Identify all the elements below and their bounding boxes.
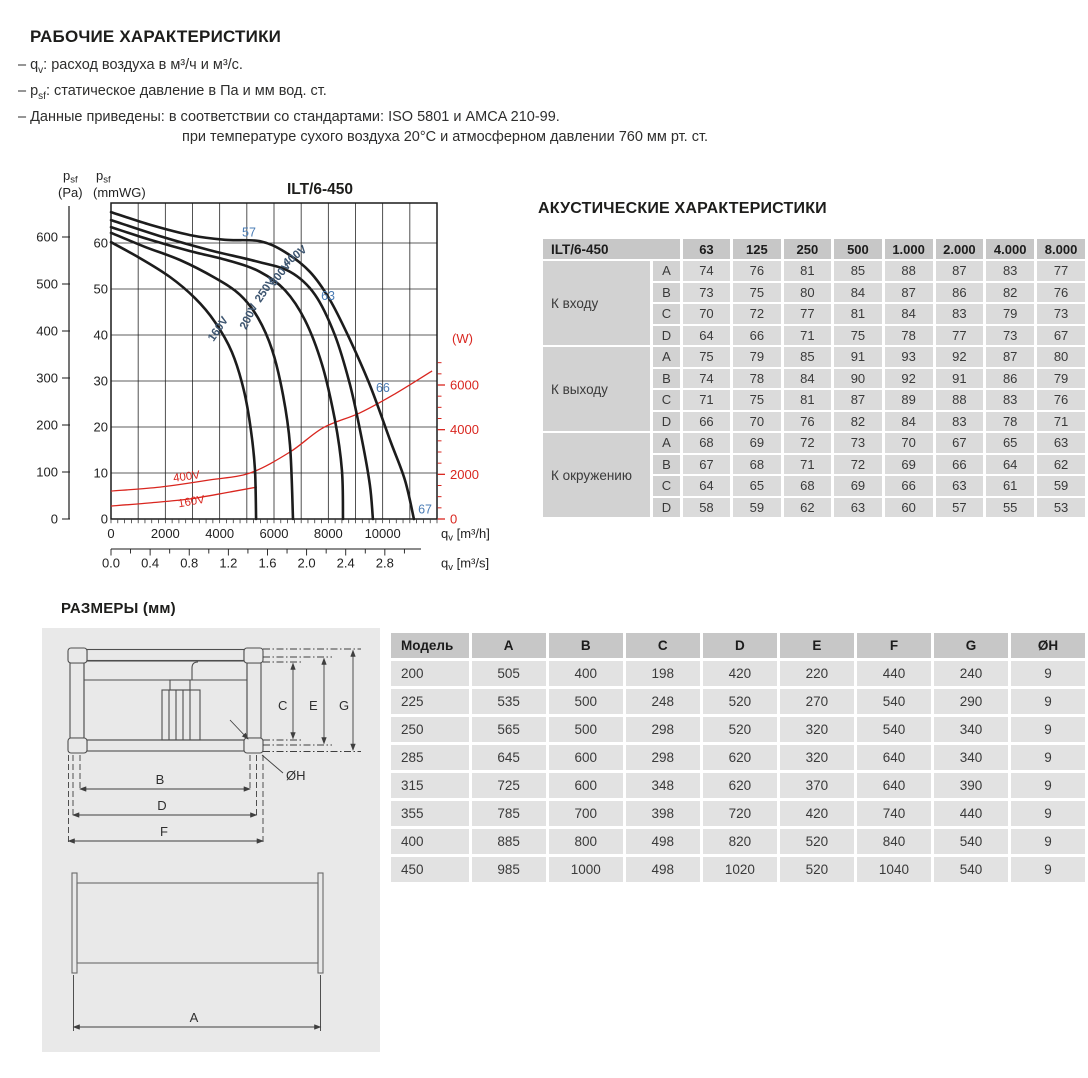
acoustic-value: 69 — [834, 476, 882, 496]
acoustic-value: 73 — [986, 326, 1034, 346]
acoustic-value: 67 — [683, 455, 730, 475]
acoustic-value: 77 — [936, 326, 984, 346]
performance-notes — [18, 55, 778, 147]
chart-title: ILT/6-450 — [286, 181, 354, 198]
x-tick-label: 2000 — [150, 526, 180, 541]
spectrum-letter: A — [653, 433, 680, 453]
frequency-header: 125 — [733, 239, 781, 259]
dim-label-c: C — [278, 698, 288, 713]
db-marker: 63 — [321, 289, 336, 304]
spectrum-letter: B — [653, 369, 680, 389]
x2-tick-label: 1.2 — [219, 555, 238, 571]
acoustic-value: 63 — [1037, 433, 1085, 453]
dimension-value: 520 — [780, 829, 854, 854]
acoustic-value: 78 — [733, 369, 781, 389]
acoustic-value: 82 — [834, 412, 882, 432]
spectrum-letter: C — [653, 304, 680, 324]
performance-chart — [0, 155, 520, 585]
dimension-value: 885 — [472, 829, 546, 854]
acoustic-value: 75 — [733, 390, 781, 410]
x2-tick-label: 2.8 — [375, 555, 394, 571]
acoustic-value: 71 — [784, 455, 832, 475]
spectrum-letter: B — [653, 283, 680, 303]
acoustic-value: 86 — [986, 369, 1034, 389]
dimension-row — [391, 773, 1085, 798]
acoustic-value: 88 — [936, 390, 984, 410]
acoustic-value: 86 — [936, 283, 984, 303]
pa-tick-label: 100 — [36, 464, 58, 480]
dimension-value: 1000 — [549, 857, 623, 882]
dimension-value: 440 — [934, 801, 1008, 826]
acoustic-value: 73 — [834, 433, 882, 453]
dimension-row — [391, 857, 1085, 882]
dimension-row — [391, 829, 1085, 854]
acoustic-value: 89 — [885, 390, 933, 410]
model-cell: 200 — [391, 661, 469, 686]
dimension-value: 248 — [626, 689, 700, 714]
mmwg-tick-label: 50 — [93, 281, 108, 297]
acoustic-model-header: ILT/6-450 — [543, 239, 680, 259]
model-cell: 355 — [391, 801, 469, 826]
pa-tick-label: 600 — [36, 229, 58, 245]
acoustic-value: 66 — [885, 476, 933, 496]
acoustic-value: 92 — [885, 369, 933, 389]
mmwg-tick-label: 60 — [93, 235, 108, 251]
dimension-value: 740 — [857, 801, 931, 826]
model-cell: 225 — [391, 689, 469, 714]
acoustic-value: 53 — [1037, 498, 1085, 518]
frequency-header: 4.000 — [986, 239, 1034, 259]
x2-tick-label: 0.4 — [141, 555, 160, 571]
acoustic-row — [543, 261, 1085, 281]
x2-tick-label: 0.0 — [101, 555, 121, 571]
voltage-curve-label: 250V — [253, 275, 278, 305]
acoustic-value: 65 — [986, 433, 1034, 453]
pa-tick-label: 500 — [36, 276, 58, 292]
pa-tick-label: 0 — [50, 511, 58, 527]
db-marker: 66 — [375, 380, 390, 395]
acoustic-value: 67 — [936, 433, 984, 453]
performance-chart-svg — [0, 155, 520, 585]
acoustic-value: 71 — [1037, 412, 1085, 432]
acoustic-group-label: К выходу — [543, 347, 650, 431]
dimension-header: E — [780, 633, 854, 658]
dim-label-a: А — [189, 1010, 199, 1025]
axis-title: qv [m³/h] — [441, 526, 490, 544]
mmwg-tick-label: 30 — [93, 373, 108, 389]
acoustic-value: 85 — [784, 347, 832, 367]
dimension-value: 298 — [626, 717, 700, 742]
dimension-header: F — [857, 633, 931, 658]
x-tick-label: 4000 — [205, 526, 235, 541]
dimension-value: 400 — [549, 661, 623, 686]
acoustic-value: 88 — [885, 261, 933, 281]
model-cell: 450 — [391, 857, 469, 882]
dimension-lines — [69, 649, 362, 842]
dimension-value: 398 — [626, 801, 700, 826]
dimension-value: 600 — [549, 745, 623, 770]
frequency-header: 500 — [834, 239, 882, 259]
acoustic-value: 79 — [1037, 369, 1085, 389]
dimension-value: 500 — [549, 717, 623, 742]
dimension-value: 9 — [1011, 717, 1085, 742]
w-tick-label: 6000 — [450, 377, 479, 393]
dimension-value: 320 — [780, 745, 854, 770]
acoustic-value: 63 — [834, 498, 882, 518]
fan-frame-front-view — [68, 648, 263, 753]
acoustic-value: 87 — [936, 261, 984, 281]
acoustic-value: 57 — [936, 498, 984, 518]
acoustic-value: 70 — [733, 412, 781, 432]
dimension-row — [391, 717, 1085, 742]
acoustic-value: 80 — [1037, 347, 1085, 367]
dim-label-g: G — [339, 698, 350, 713]
dimension-value: 340 — [934, 717, 1008, 742]
voltage-curve-label: 160V — [206, 314, 231, 344]
spectrum-letter: D — [653, 498, 680, 518]
spectrum-letter: A — [653, 347, 680, 367]
x-tick-label: 6000 — [259, 526, 289, 541]
power-curve-label: 400V — [172, 469, 201, 485]
axis-title: psf — [63, 168, 78, 186]
acoustic-value: 87 — [885, 283, 933, 303]
dimension-value: 290 — [934, 689, 1008, 714]
acoustic-value: 55 — [986, 498, 1034, 518]
dimension-row — [391, 745, 1085, 770]
acoustic-value: 91 — [834, 347, 882, 367]
pa-tick-label: 400 — [36, 323, 58, 339]
model-cell: 315 — [391, 773, 469, 798]
acoustic-value: 69 — [885, 455, 933, 475]
dimension-value: 370 — [780, 773, 854, 798]
note-line: – $q_v$: расход воздуха в м³/ч и м³/с. — [18, 57, 243, 76]
dimension-value: 820 — [703, 829, 777, 854]
x2-tick-label: 2.0 — [297, 555, 316, 571]
acoustic-value: 59 — [733, 498, 781, 518]
dimension-header: A — [472, 633, 546, 658]
acoustic-value: 83 — [936, 304, 984, 324]
acoustic-value: 62 — [1037, 455, 1085, 475]
model-cell: 250 — [391, 717, 469, 742]
acoustic-value: 77 — [1037, 261, 1085, 281]
acoustic-value: 64 — [683, 326, 730, 346]
dimension-value: 9 — [1011, 745, 1085, 770]
acoustic-value: 81 — [834, 304, 882, 324]
w-axis-title: (W) — [452, 331, 473, 346]
section-title-acoustic: АКУСТИЧЕСКИЕ ХАРАКТЕРИСТИКИ — [538, 200, 827, 217]
dimension-value: 540 — [857, 689, 931, 714]
dimension-value: 645 — [472, 745, 546, 770]
dimension-value: 640 — [857, 773, 931, 798]
acoustic-value: 67 — [1037, 326, 1085, 346]
dimension-value: 520 — [780, 857, 854, 882]
dimension-value: 725 — [472, 773, 546, 798]
dimension-value: 600 — [549, 773, 623, 798]
dimension-value: 640 — [857, 745, 931, 770]
acoustic-value: 71 — [784, 326, 832, 346]
w-tick-label: 2000 — [450, 466, 479, 482]
w-tick-label: 4000 — [450, 422, 479, 438]
acoustic-value: 66 — [733, 326, 781, 346]
note-line: при температуре сухого воздуха 20°C и атмосферном давлении 760 мм рт. ст. — [182, 128, 709, 145]
acoustic-value: 87 — [834, 390, 882, 410]
acoustic-value: 85 — [834, 261, 882, 281]
fan-side-view — [72, 873, 323, 973]
acoustic-value: 79 — [733, 347, 781, 367]
acoustic-value: 66 — [683, 412, 730, 432]
acoustic-value: 68 — [683, 433, 730, 453]
spectrum-letter: B — [653, 455, 680, 475]
dimension-row — [391, 661, 1085, 686]
acoustic-value: 84 — [885, 304, 933, 324]
acoustic-value: 66 — [936, 455, 984, 475]
acoustic-value: 74 — [683, 369, 730, 389]
dimension-value: 520 — [703, 689, 777, 714]
dimension-value: 1040 — [857, 857, 931, 882]
acoustic-value: 69 — [733, 433, 781, 453]
axis-title: psf — [96, 168, 111, 186]
acoustic-value: 73 — [683, 283, 730, 303]
acoustic-value: 63 — [936, 476, 984, 496]
acoustic-value: 70 — [683, 304, 730, 324]
dimensions-table-grid — [388, 630, 1088, 885]
spectrum-letter: D — [653, 326, 680, 346]
dimension-value: 540 — [934, 857, 1008, 882]
acoustic-value: 78 — [986, 412, 1034, 432]
acoustic-value: 72 — [733, 304, 781, 324]
dimension-value: 9 — [1011, 829, 1085, 854]
dimension-value: 440 — [857, 661, 931, 686]
note-line: – Данные приведены: в соответствии со стандартами: ISO 5801 и AMCA 210-99. — [18, 108, 560, 125]
acoustic-value: 70 — [885, 433, 933, 453]
acoustic-row — [543, 433, 1085, 453]
acoustic-group-label: К входу — [543, 261, 650, 345]
dimension-value: 240 — [934, 661, 1008, 686]
acoustic-value: 91 — [936, 369, 984, 389]
acoustic-value: 79 — [986, 304, 1034, 324]
acoustic-value: 68 — [784, 476, 832, 496]
x2-tick-label: 0.8 — [180, 555, 199, 571]
acoustic-value: 76 — [784, 412, 832, 432]
acoustic-value: 68 — [733, 455, 781, 475]
note-line: – $p_{sf}$: статическое давление в Па и мм вод. ст. — [18, 82, 327, 102]
dimension-value: 220 — [780, 661, 854, 686]
dimension-value: 1020 — [703, 857, 777, 882]
dimension-value: 720 — [703, 801, 777, 826]
dimensions-table — [388, 630, 1088, 885]
acoustic-value: 93 — [885, 347, 933, 367]
db-marker: 67 — [418, 502, 433, 517]
pa-tick-label: 300 — [36, 370, 58, 386]
axis-title-unit: (Pa) — [58, 185, 83, 200]
dimension-row — [391, 689, 1085, 714]
pa-tick-label: 200 — [36, 417, 58, 433]
voltage-curve-label: 200V — [238, 301, 261, 332]
model-cell: 285 — [391, 745, 469, 770]
acoustic-value: 84 — [885, 412, 933, 432]
acoustic-value: 75 — [834, 326, 882, 346]
acoustic-value: 84 — [784, 369, 832, 389]
dimension-value: 9 — [1011, 773, 1085, 798]
acoustic-value: 72 — [834, 455, 882, 475]
acoustic-value: 90 — [834, 369, 882, 389]
dimension-value: 520 — [703, 717, 777, 742]
dimension-value: 540 — [857, 717, 931, 742]
dim-label-b: B — [155, 772, 165, 787]
dimension-value: 420 — [703, 661, 777, 686]
dim-label-oh: ØH — [286, 768, 306, 783]
voltage-curve-label: 400V — [280, 243, 310, 270]
acoustic-value: 59 — [1037, 476, 1085, 496]
dimension-value: 700 — [549, 801, 623, 826]
dimension-value: 498 — [626, 857, 700, 882]
mmwg-tick-label: 0 — [100, 511, 108, 527]
dimension-value: 985 — [472, 857, 546, 882]
dim-label-f: F — [160, 824, 168, 839]
acoustic-value: 75 — [683, 347, 730, 367]
acoustic-value: 83 — [936, 412, 984, 432]
acoustic-value: 92 — [936, 347, 984, 367]
dimension-header: G — [934, 633, 1008, 658]
dimension-value: 340 — [934, 745, 1008, 770]
dim-label-d: D — [157, 798, 167, 813]
acoustic-value: 76 — [1037, 390, 1085, 410]
dim-label-e: E — [309, 698, 318, 713]
dimension-value: 348 — [626, 773, 700, 798]
spectrum-letter: D — [653, 412, 680, 432]
mmwg-tick-label: 10 — [93, 465, 108, 481]
acoustic-value: 76 — [733, 261, 781, 281]
dimension-value: 620 — [703, 745, 777, 770]
dimension-value: 420 — [780, 801, 854, 826]
w-tick-label: 0 — [450, 511, 458, 527]
dimension-drawing-svg — [42, 628, 380, 1052]
dimension-value: 620 — [703, 773, 777, 798]
dimension-value: 800 — [549, 829, 623, 854]
acoustic-table-grid — [540, 237, 1088, 519]
dimension-value: 840 — [857, 829, 931, 854]
x-tick-label: 10000 — [364, 526, 401, 541]
acoustic-value: 77 — [784, 304, 832, 324]
dimension-header: C — [626, 633, 700, 658]
frequency-header: 63 — [683, 239, 730, 259]
acoustic-value: 75 — [733, 283, 781, 303]
dimension-value: 9 — [1011, 857, 1085, 882]
acoustic-value: 62 — [784, 498, 832, 518]
acoustic-value: 83 — [986, 261, 1034, 281]
mmwg-tick-label: 20 — [93, 419, 108, 435]
frequency-header: 1.000 — [885, 239, 933, 259]
acoustic-value: 71 — [683, 390, 730, 410]
acoustic-row — [543, 347, 1085, 367]
x2-tick-label: 1.6 — [258, 555, 277, 571]
dimension-value: 498 — [626, 829, 700, 854]
acoustic-value: 78 — [885, 326, 933, 346]
dimension-header: D — [703, 633, 777, 658]
axis-title-unit: (mmWG) — [93, 185, 146, 200]
dimension-header: ØH — [1011, 633, 1085, 658]
acoustic-value: 64 — [683, 476, 730, 496]
dimension-value: 9 — [1011, 661, 1085, 686]
power-curve-label: 160V — [177, 493, 206, 511]
x-tick-label: 0 — [107, 526, 115, 541]
acoustic-value: 64 — [986, 455, 1034, 475]
acoustic-value: 80 — [784, 283, 832, 303]
frequency-header: 8.000 — [1037, 239, 1085, 259]
acoustic-value: 81 — [784, 261, 832, 281]
dimension-value: 535 — [472, 689, 546, 714]
dimension-value: 298 — [626, 745, 700, 770]
acoustic-value: 76 — [1037, 283, 1085, 303]
acoustic-value: 81 — [784, 390, 832, 410]
dimension-value: 9 — [1011, 801, 1085, 826]
dimension-value: 500 — [549, 689, 623, 714]
acoustic-table — [540, 237, 1088, 519]
mmwg-tick-label: 40 — [93, 327, 108, 343]
db-marker: 57 — [242, 225, 256, 240]
spectrum-letter: A — [653, 261, 680, 281]
dimension-row — [391, 801, 1085, 826]
frequency-header: 250 — [784, 239, 832, 259]
dimension-header: B — [549, 633, 623, 658]
section-title-dimensions: РАЗМЕРЫ (мм) — [61, 600, 176, 617]
dimension-value: 785 — [472, 801, 546, 826]
acoustic-value: 58 — [683, 498, 730, 518]
dimension-value: 565 — [472, 717, 546, 742]
acoustic-value: 84 — [834, 283, 882, 303]
dimension-value: 9 — [1011, 689, 1085, 714]
dimension-value: 390 — [934, 773, 1008, 798]
acoustic-value: 82 — [986, 283, 1034, 303]
acoustic-value: 73 — [1037, 304, 1085, 324]
acoustic-group-label: К окружению — [543, 433, 650, 517]
x2-tick-label: 2.4 — [336, 555, 355, 571]
spectrum-letter: C — [653, 390, 680, 410]
acoustic-value: 61 — [986, 476, 1034, 496]
dimension-value: 540 — [934, 829, 1008, 854]
axis-title: qv [m³/s] — [441, 555, 490, 573]
section-title-performance: РАБОЧИЕ ХАРАКТЕРИСТИКИ — [30, 27, 282, 46]
dimension-value: 198 — [626, 661, 700, 686]
dimension-drawing — [42, 628, 380, 1052]
model-cell: 400 — [391, 829, 469, 854]
acoustic-value: 74 — [683, 261, 730, 281]
acoustic-value: 83 — [986, 390, 1034, 410]
spectrum-letter: C — [653, 476, 680, 496]
acoustic-value: 72 — [784, 433, 832, 453]
acoustic-value: 87 — [986, 347, 1034, 367]
acoustic-value: 60 — [885, 498, 933, 518]
frequency-header: 2.000 — [936, 239, 984, 259]
dimension-header: Модель — [391, 633, 469, 658]
dimension-value: 320 — [780, 717, 854, 742]
acoustic-value: 65 — [733, 476, 781, 496]
x-tick-label: 8000 — [313, 526, 343, 541]
dimension-value: 505 — [472, 661, 546, 686]
voltage-curve-label: 300V — [267, 259, 294, 289]
dimension-value: 270 — [780, 689, 854, 714]
